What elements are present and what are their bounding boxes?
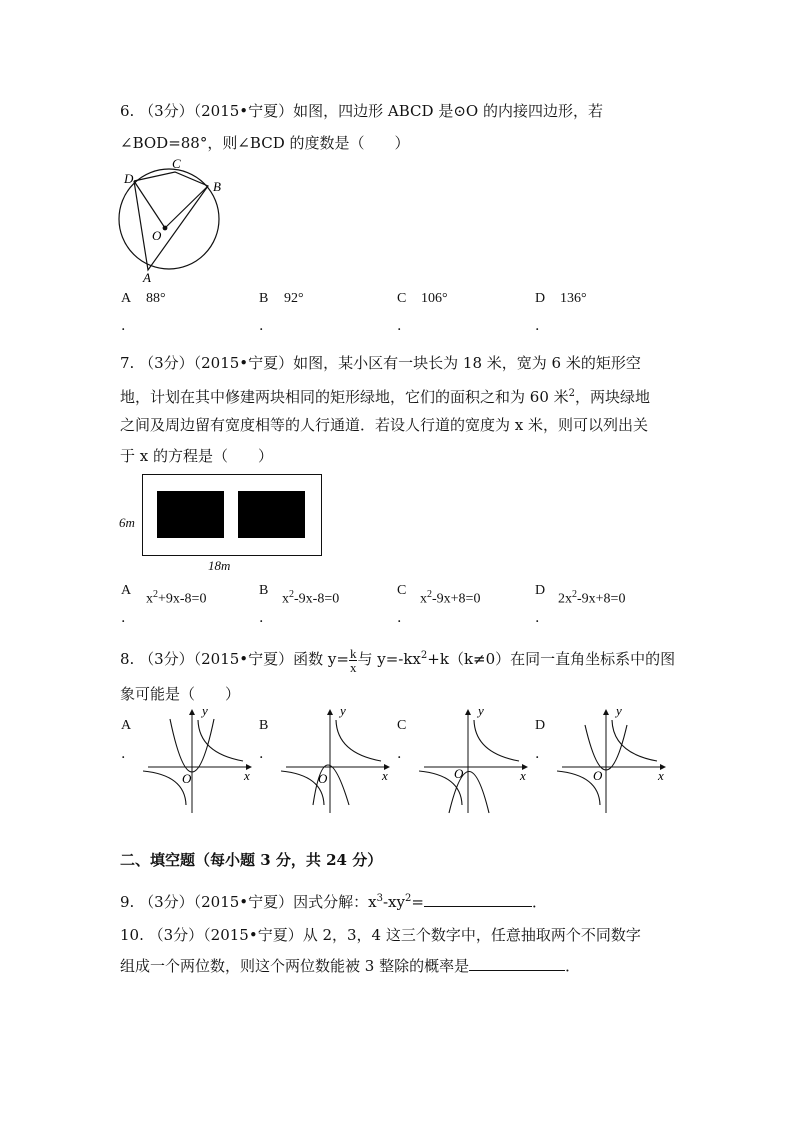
q7-rectangle-figure (142, 474, 322, 556)
q6-option-b-dot: . (259, 318, 264, 334)
q8-text-line1: 8. （3分）（2015•宁夏）函数 y= $\frac{k}{x}$ 与 $y=-kx^2+k(k\ne 0)$在同一直角坐标系中的图 (120, 645, 676, 675)
q6-option-a-value: 88° (146, 291, 166, 306)
green-plot-right (238, 491, 305, 538)
q10-answer-blank[interactable] (469, 970, 565, 971)
q7-option-a-dot: . (121, 610, 126, 626)
axis-x-label: x (520, 768, 526, 783)
q7-option-b-dot: . (259, 610, 264, 626)
axis-y-label: y (340, 705, 346, 718)
q7-option-c-value: $x^2-9x+8=0$ (420, 589, 481, 607)
q8-graph-a (143, 705, 258, 815)
center-point (163, 226, 168, 231)
label-b: B (213, 179, 221, 194)
q8-option-a-letter[interactable]: A (121, 718, 132, 733)
q7-option-c-letter[interactable]: C (397, 583, 407, 598)
q7-option-a-value: $x^2+9x-8=0$ (146, 589, 207, 607)
q7-text-line4: 于 x 的方程是（ ） (120, 447, 273, 465)
axis-x-label: x (244, 768, 250, 783)
q7-option-d-dot: . (535, 610, 540, 626)
q8-option-a-dot: . (121, 746, 126, 762)
label-d: D (124, 171, 134, 186)
axis-x-label: x (658, 768, 664, 783)
label-c: C (172, 156, 181, 171)
q8-option-d-letter[interactable]: D (535, 718, 546, 733)
q6-option-d-dot: . (535, 318, 540, 334)
q10-text-line1: 10. （3分）（2015•宁夏）从 2，3，4 这三个数字中，任意抽取两个不同数字 (120, 926, 641, 944)
segment-ob (165, 186, 208, 228)
q6-option-b-value: 92° (284, 291, 304, 306)
q8-graph-c (419, 705, 534, 815)
q7-text-line2: 地，计划在其中修建两块相同的矩形绿地，它们的面积之和为 60 米$^2$，两块绿地 (120, 388, 651, 406)
axis-y-label: y (202, 705, 208, 718)
origin-label: O (182, 771, 192, 786)
q8-option-b-dot: . (259, 746, 264, 762)
q8-option-c-letter[interactable]: C (397, 718, 407, 733)
q6-option-d-letter[interactable]: D (535, 291, 546, 306)
q8-option-c-dot: . (397, 746, 402, 762)
origin-label: O (318, 771, 328, 786)
axis-y-label: y (616, 705, 622, 718)
q8-option-b-letter[interactable]: B (259, 718, 269, 733)
q8-option-d-dot: . (535, 746, 540, 762)
q10-text-line2: 组成一个两位数，则这个两位数能被 3 整除的概率是 ． (120, 957, 581, 975)
axis-y-label: y (478, 705, 484, 718)
label-a: A (143, 270, 151, 285)
q6-option-d-value: 136° (560, 291, 587, 306)
q6-text-line1: 6. （3分）（2015•宁夏）如图，四边形 ABCD 是⊙O 的内接四边形，若 (120, 102, 603, 120)
q9-answer-blank[interactable] (424, 906, 532, 907)
q7-option-b-letter[interactable]: B (259, 583, 269, 598)
green-plot-left (157, 491, 224, 538)
q6-option-b-letter[interactable]: B (259, 291, 269, 306)
q8-graph-d (557, 705, 672, 815)
q7-option-d-value: $2x^2-9x+8=0$ (558, 589, 626, 607)
q7-option-c-dot: . (397, 610, 402, 626)
axis-x-label: x (382, 768, 388, 783)
q6-option-c-value: 106° (421, 291, 448, 306)
q7-height-label: 6m (119, 515, 135, 530)
q6-option-c-dot: . (397, 318, 402, 334)
origin-label: O (454, 766, 464, 781)
q7-option-b-value: $x^2-9x-8=0$ (282, 589, 340, 607)
q6-option-a-letter[interactable]: A (121, 291, 132, 306)
q8-graph-b (281, 705, 396, 815)
section-title: 二、填空题（每小题 3 分，共 24 分） (120, 851, 383, 869)
q6-option-c-letter[interactable]: C (397, 291, 407, 306)
q6-option-a-dot: . (121, 318, 126, 334)
q7-width-label: 18m (208, 558, 231, 573)
q7-text-line1: 7. （3分）（2015•宁夏）如图，某小区有一块长为 18 米，宽为 6 米的矩形空 (120, 354, 641, 372)
origin-label: O (593, 768, 603, 783)
q7-option-a-letter[interactable]: A (121, 583, 132, 598)
label-o: O (152, 228, 162, 243)
segment-od (134, 181, 165, 228)
q6-text-line2: ∠BOD=88°，则∠BCD 的度数是（ ） (120, 134, 410, 152)
q7-option-d-letter[interactable]: D (535, 583, 546, 598)
quadrilateral-abcd (134, 172, 208, 270)
fraction-k-over-x: $\frac{k}{x}$ (349, 645, 357, 675)
q7-text-line3: 之间及周边留有宽度相等的人行通道．若设人行道的宽度为 x 米，则可以列出关 (120, 416, 648, 434)
q6-circle-figure (112, 156, 232, 286)
q8-text-line2: 象可能是（ ） (120, 685, 241, 703)
q9-text: 9. （3分）（2015•宁夏）因式分解：$x^3-xy^2=$ ． (120, 893, 547, 911)
